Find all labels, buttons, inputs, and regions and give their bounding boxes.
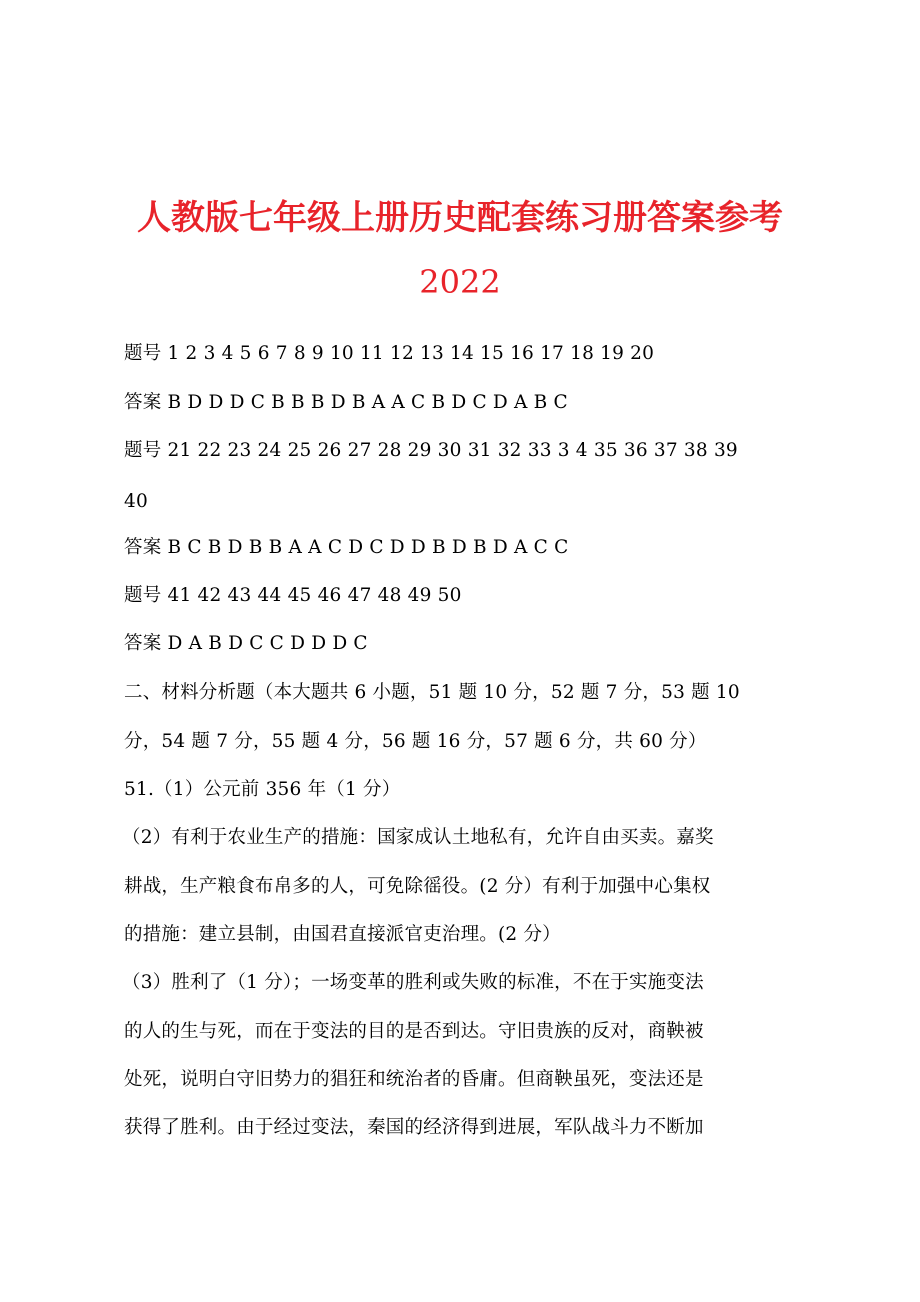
q51-part3-line3: 处死，说明白守旧势力的猖狂和统治者的昏庸。但商鞅虽死，变法还是: [124, 1069, 704, 1090]
answer-row3-answers: 答案 D A B D C C D D D C: [124, 633, 368, 654]
q51-part1: 51.（1）公元前 356 年（1 分）: [124, 779, 401, 800]
section2-heading-line1: 二、材料分析题（本大题共 6 小题，51 题 10 分，52 题 7 分，53 题 10: [124, 682, 740, 703]
answer-row1-numbers: 题号 1 2 3 4 5 6 7 8 9 10 11 12 13 14 15 16 17 18 19 20: [124, 343, 655, 364]
q51-part2-line3: 的措施：建立县制，由国君直接派官吏治理。(2 分）: [124, 924, 561, 945]
answer-row2-numbers-wrap: 40: [124, 491, 148, 512]
answer-row2-numbers: 题号 21 22 23 24 25 26 27 28 29 30 31 32 33 3 4 35 36 37 38 39: [124, 440, 738, 461]
q51-part3-line1: （3）胜利了（1 分）；一场变革的胜利或失败的标准，不在于实施变法: [122, 972, 704, 993]
q51-part2-line2: 耕战，生产粮食布帛多的人，可免除徭役。(2 分）有利于加强中心集权: [124, 876, 711, 897]
document-title: 人教版七年级上册历史配套练习册答案参考: [137, 198, 783, 238]
section2-heading-line2: 分，54 题 7 分，55 题 4 分，56 题 16 分，57 题 6 分，共 60 分）: [124, 731, 707, 752]
answer-row1-answers: 答案 B D D D C B B B D B A A C B D C D A B C: [124, 392, 568, 413]
q51-part2-line1: （2）有利于农业生产的措施：国家成认土地私有，允许自由买卖。嘉奖: [122, 827, 714, 848]
q51-part3-line4: 获得了胜利。由于经过变法，秦国的经济得到进展，军队战斗力不断加: [124, 1117, 704, 1138]
answer-row2-answers: 答案 B C B D B B A A C D C D D B D B D A C C: [124, 537, 569, 558]
document-title-year: 2022: [419, 263, 501, 301]
answer-row3-numbers: 题号 41 42 43 44 45 46 47 48 49 50: [124, 585, 462, 606]
q51-part3-line2: 的人的生与死，而在于变法的目的是否到达。守旧贵族的反对，商鞅被: [124, 1021, 704, 1042]
